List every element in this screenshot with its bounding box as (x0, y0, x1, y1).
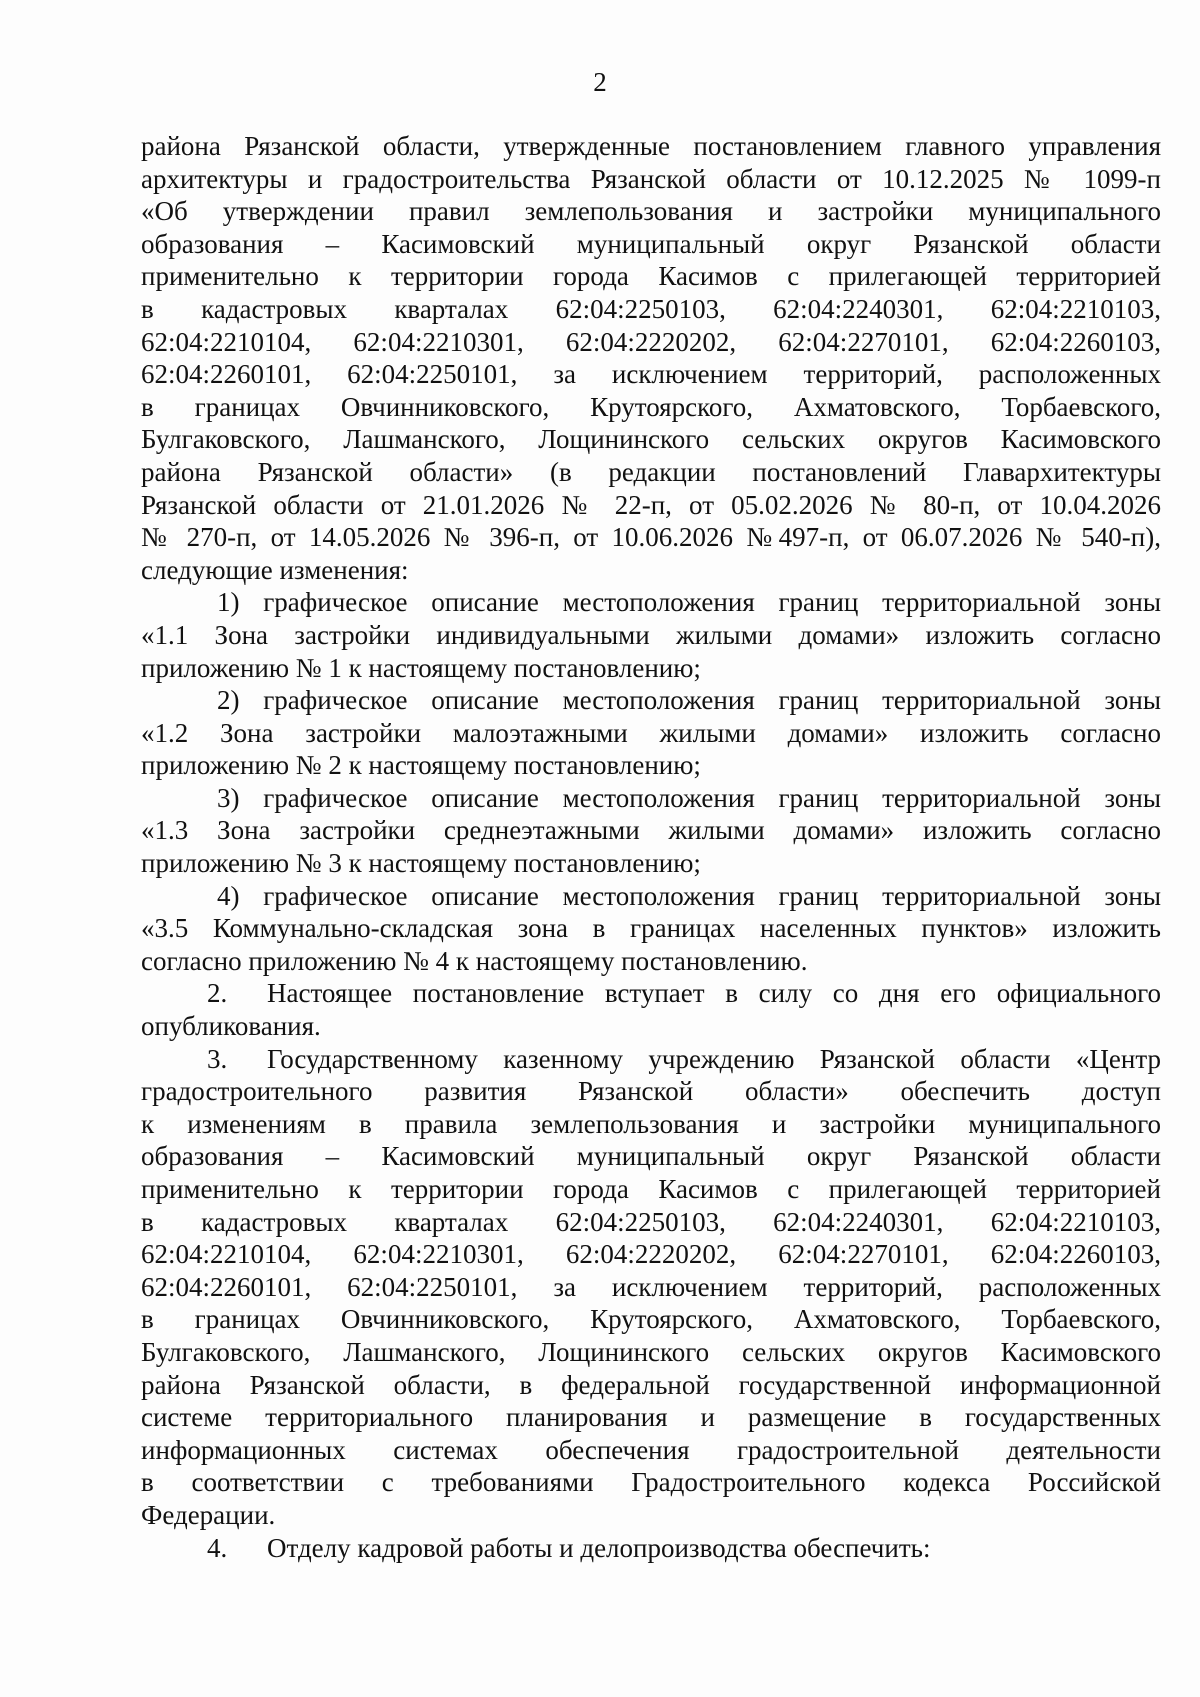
clause-number: 2. (207, 978, 228, 1009)
list-item-1 (141, 586, 1161, 684)
text-line: в кадастровых кварталах 62:04:2250103, 62:04:2240301, 62:04:2210103, (141, 1206, 1161, 1237)
text-line: «Об утверждении правил землепользования и застройки муниципального (141, 196, 1161, 227)
text-line: № 270-п, от 14.05.2026 № 396-п, от 10.06.2026 №497-п, от 06.07.2026 № 540-п), (141, 522, 1161, 553)
document-body (141, 130, 1161, 1564)
text-line: района Рязанской области, утвержденные постановлением главного управления (141, 131, 1161, 161)
text-line: градостроительного развития Рязанской области» обеспечить доступ (141, 1076, 1161, 1107)
text-line: 4) графическое описание местоположения границ территориальной зоны (217, 880, 1161, 911)
text-line: 62:04:2210104, 62:04:2210301, 62:04:2220202, 62:04:2270101, 62:04:2260103, (141, 326, 1161, 357)
text-line: Федерации. (141, 1499, 276, 1530)
text-line: 62:04:2210104, 62:04:2210301, 62:04:2220202, 62:04:2270101, 62:04:2260103, (141, 1239, 1161, 1270)
clause-4 (141, 1532, 1161, 1565)
text-line: в кадастровых кварталах 62:04:2250103, 62:04:2240301, 62:04:2210103, (141, 293, 1161, 324)
clause-2 (141, 977, 1161, 1042)
text-line: согласно приложению № 4 к настоящему постановлению. (141, 945, 808, 976)
text-line: применительно к территории города Касимов с прилегающей территорией (141, 261, 1161, 292)
text-line: 62:04:2260101, 62:04:2250101, за исключением территорий, расположенных (141, 359, 1161, 390)
text-line (141, 1532, 1161, 1565)
text-line: приложению № 3 к настоящему постановлению; (141, 848, 701, 879)
text-line: следующие изменения: (141, 554, 409, 585)
clause-text: Настоящее постановление вступает в силу со дня его официального (267, 978, 1161, 1009)
text-line: к изменениям в правила землепользования и застройки муниципального (141, 1108, 1161, 1139)
text-line: в границах Овчинниковского, Крутоярского, Ахматовского, Торбаевского, (141, 1304, 1161, 1335)
clause-text: Отделу кадровой работы и делопроизводства обеспечить: (267, 1532, 931, 1563)
text-line: «1.1 Зона застройки индивидуальными жилыми домами» изложить согласно (141, 619, 1161, 650)
text-line: «3.5 Коммунально-складская зона в границах населенных пунктов» изложить (141, 913, 1161, 944)
text-line: образования – Касимовский муниципальный округ Рязанской области (141, 1141, 1161, 1172)
text-line: Рязанской области от 21.01.2026 № 22-п, от 05.02.2026 № 80-п, от 10.04.2026 (141, 489, 1161, 520)
text-line: 2) графическое описание местоположения границ территориальной зоны (217, 685, 1161, 716)
text-line: Булгаковского, Лашманского, Лощининского сельских округов Касимовского (141, 1336, 1161, 1367)
text-line: в соответствии с требованиями Градостроительного кодекса Российской (141, 1467, 1161, 1498)
list-item-3 (141, 782, 1161, 880)
page-number: 2 (593, 67, 607, 97)
text-line (141, 1043, 1161, 1076)
text-line: приложению № 2 к настоящему постановлению; (141, 750, 701, 781)
text-line: архитектуры и градостроительства Рязанской области от 10.12.2025 № 1099-п (141, 163, 1161, 194)
list-item-4 (141, 880, 1161, 978)
text-line: Булгаковского, Лашманского, Лощининского сельских округов Касимовского (141, 424, 1161, 455)
clause-3 (141, 1043, 1161, 1532)
text-line: района Рязанской области, в федеральной государственной информационной (141, 1369, 1161, 1400)
clause-text: Государственному казенному учреждению Рязанской области «Центр (267, 1043, 1161, 1074)
text-line: 3) графическое описание местоположения границ территориальной зоны (217, 782, 1161, 813)
clause-number: 4. (207, 1532, 228, 1563)
text-line: района Рязанской области» (в редакции постановлений Главархитектуры (141, 456, 1161, 487)
clause-number: 3. (207, 1043, 228, 1074)
text-line: информационных системах обеспечения градостроительной деятельности (141, 1434, 1161, 1465)
text-line: применительно к территории города Касимов с прилегающей территорией (141, 1174, 1161, 1204)
text-line: «1.2 Зона застройки малоэтажными жилыми домами» изложить согласно (141, 717, 1161, 748)
text-line: образования – Касимовский муниципальный округ Рязанской области (141, 228, 1161, 259)
text-line: системе территориального планирования и размещение в государственных (141, 1402, 1161, 1433)
text-line: 1) графическое описание местоположения границ территориальной зоны (217, 587, 1161, 618)
text-line (141, 977, 1161, 1010)
list-item-2 (141, 684, 1161, 782)
text-line: опубликования. (141, 1011, 321, 1042)
intro-paragraph (141, 130, 1161, 586)
text-line: в границах Овчинниковского, Крутоярского, Ахматовского, Торбаевского, (141, 391, 1161, 422)
text-line: «1.3 Зона застройки среднеэтажными жилыми домами» изложить согласно (141, 815, 1161, 846)
text-line: 62:04:2260101, 62:04:2250101, за исключением территорий, расположенных (141, 1271, 1161, 1302)
text-line: приложению № 1 к настоящему постановлению; (141, 652, 701, 683)
